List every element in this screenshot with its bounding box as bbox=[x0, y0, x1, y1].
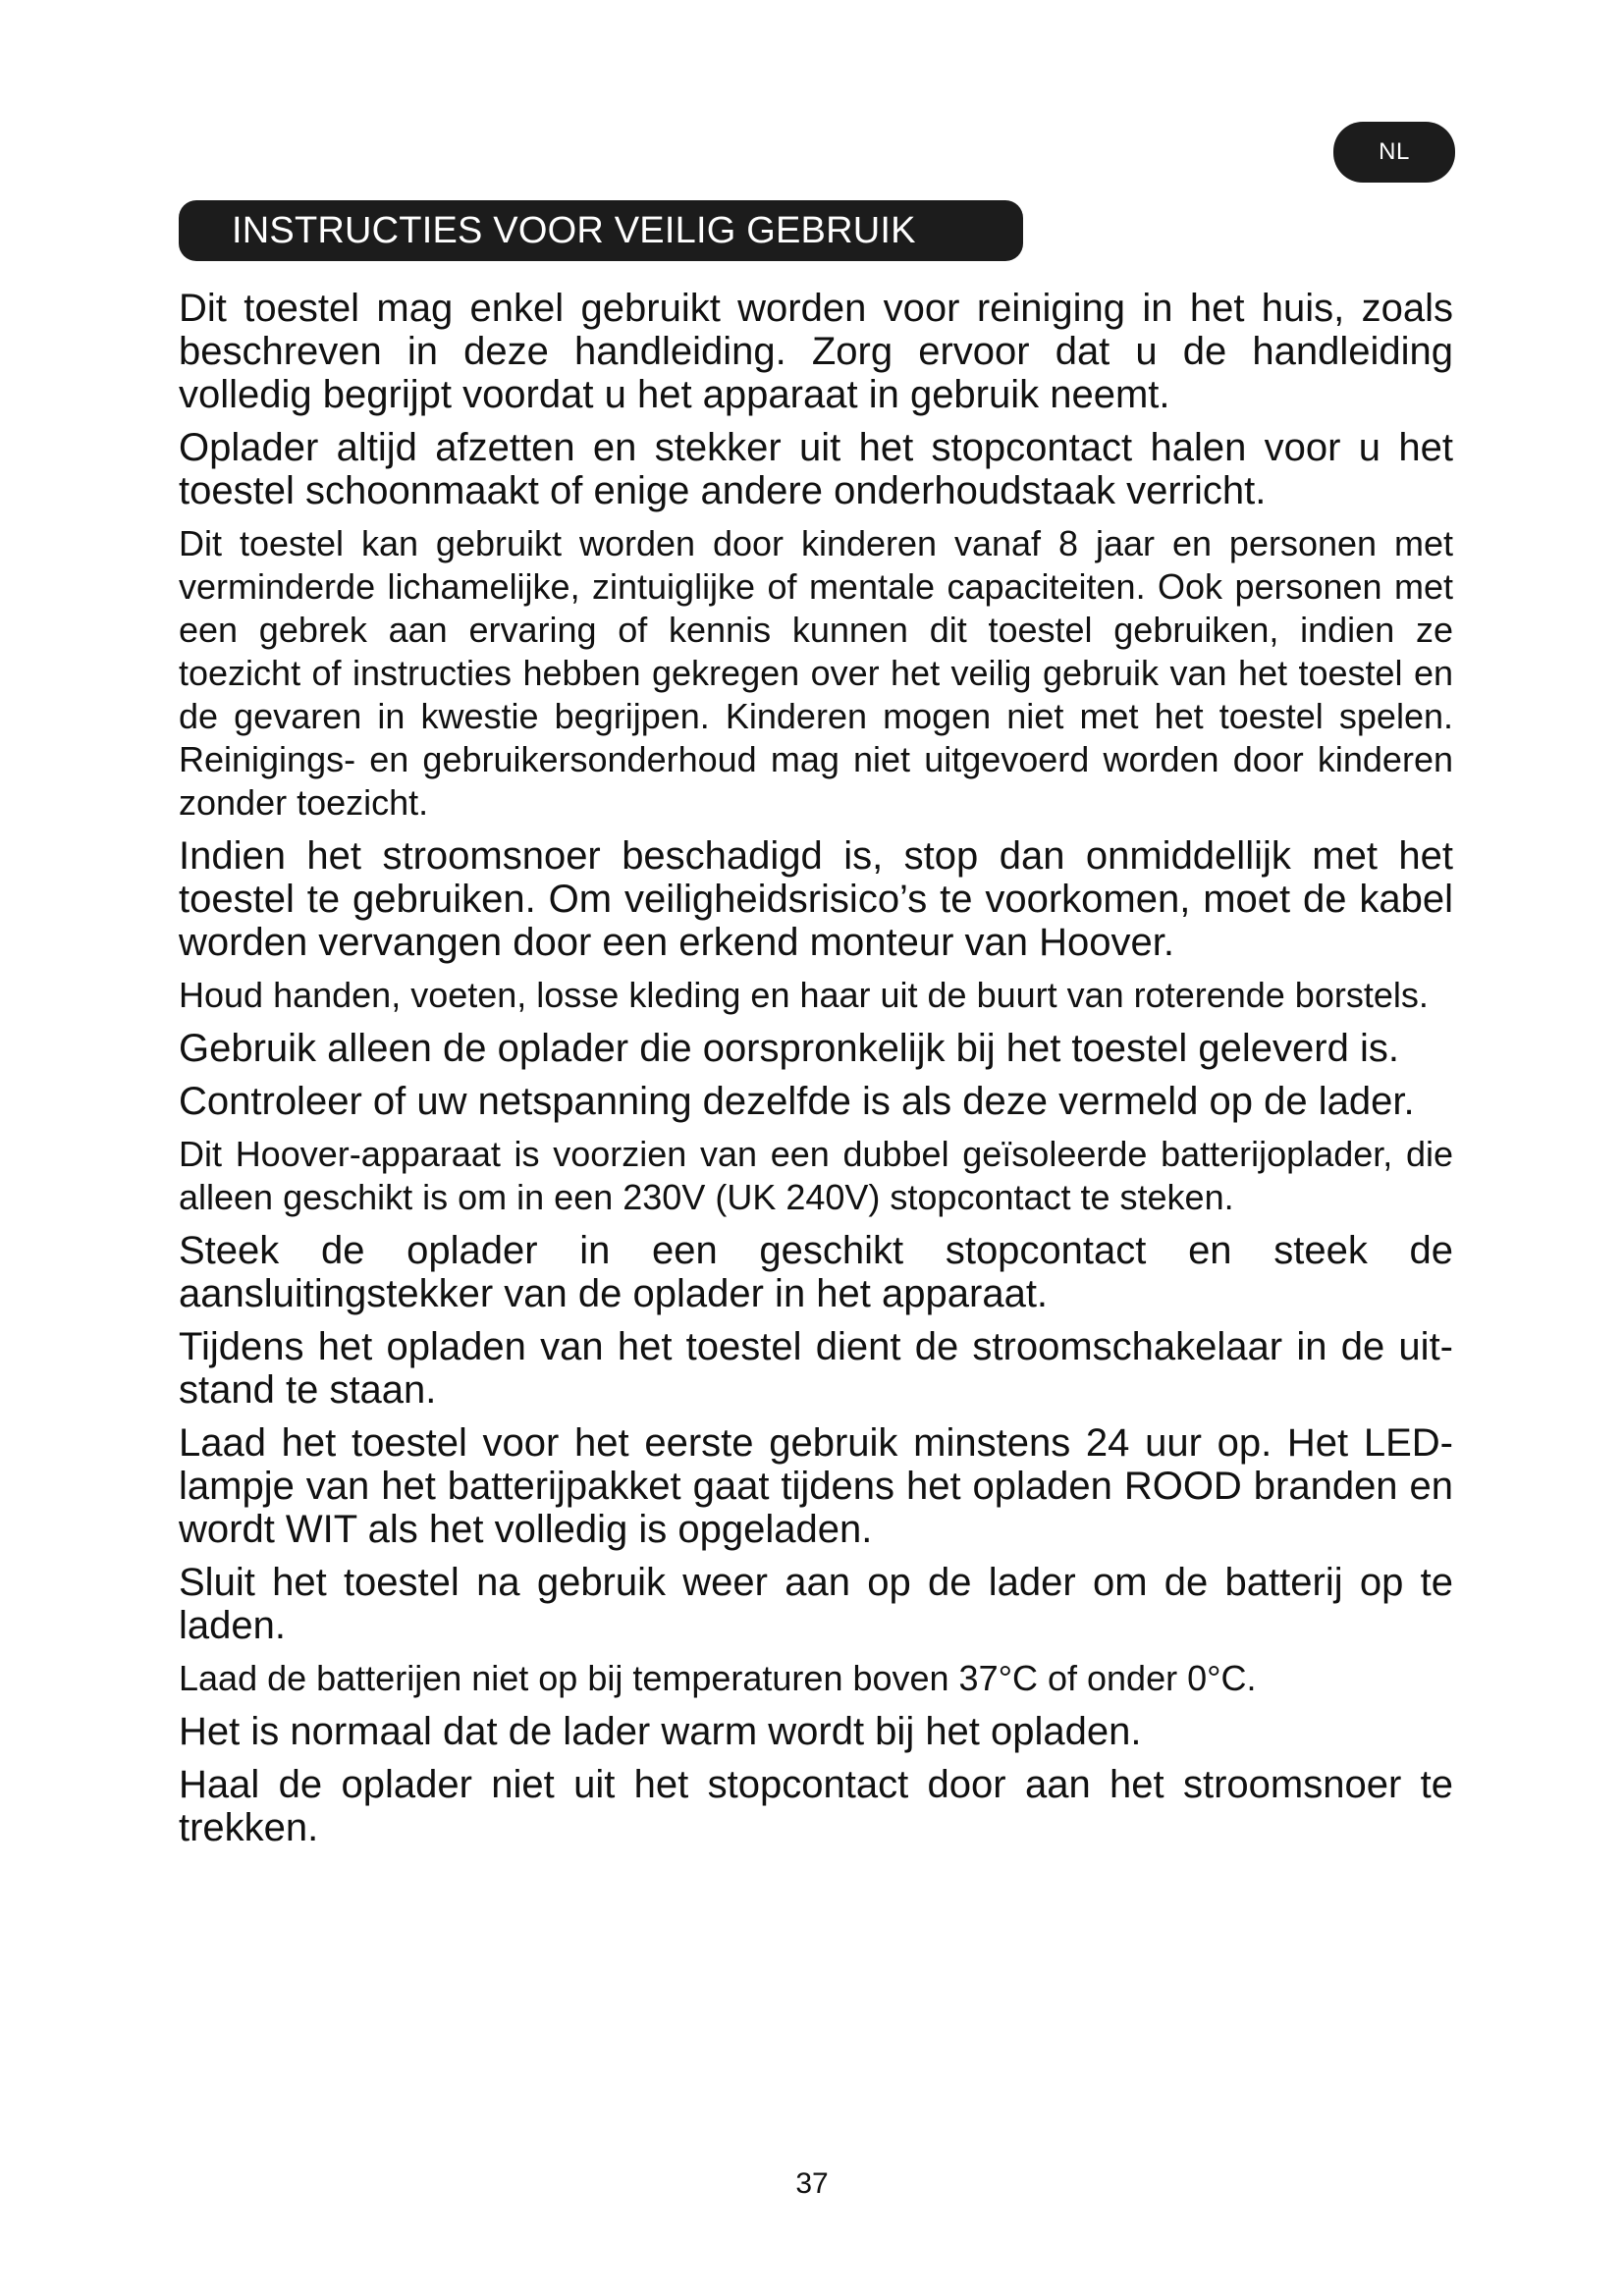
section-title: INSTRUCTIES VOOR VEILIG GEBRUIK bbox=[179, 200, 1023, 261]
paragraph-original-charger: Gebruik alleen de oplader die oorspronkelijk bij het toestel geleverd is. bbox=[179, 1027, 1399, 1070]
language-badge: NL bbox=[1333, 122, 1455, 183]
paragraph-children-and-capacities: Dit toestel kan gebruikt worden door kinderen vanaf 8 jaar en personen met verminderde lichamelijke, zintuiglijke of mentale capaciteiten. Ook personen met een gebrek aan ervaring of kennis kunnen dit toestel gebruiken, indien ze toezicht of instructies hebben gekregen over het veilig gebruik van het toestel en de gevaren in kwestie begrijpen. Kinderen mogen niet met het toestel spelen. Reinigings- en gebruikersonderhoud mag niet uitgevoerd worden door kinderen zonder toezicht. bbox=[179, 523, 1453, 823]
paragraph-switch-off-while-charging: Tijdens het opladen van het toestel dient de stroomschakelaar in de uit-stand te staan. bbox=[179, 1325, 1453, 1412]
paragraph-double-insulated-charger: Dit Hoover-apparaat is voorzien van een dubbel geïsoleerde batterijoplader, die alleen geschikt is om in een 230V (UK 240V) stopcontact te steken. bbox=[179, 1134, 1453, 1217]
paragraph-reconnect-after-use: Sluit het toestel na gebruik weer aan op de lader om de batterij op te laden. bbox=[179, 1561, 1453, 1647]
paragraph-rotating-brushes: Houd handen, voeten, losse kleding en haar uit de buurt van roterende borstels. bbox=[179, 975, 1429, 1015]
paragraph-intended-use: Dit toestel mag enkel gebruikt worden voor reiniging in het huis, zoals beschreven in deze handleiding. Zorg ervoor dat u de handleiding volledig begrijpt voordat u het apparaat in gebruik neemt. bbox=[179, 287, 1453, 416]
page-number: 37 bbox=[795, 2167, 829, 2200]
paragraph-damaged-cord: Indien het stroomsnoer beschadigd is, stop dan onmiddellijk met het toestel te gebruiken. Om veiligheidsrisico’s te voorkomen, moet de kabel worden vervangen door een erkend monteur van Hoover. bbox=[179, 834, 1453, 964]
paragraph-unplug-before-cleaning: Oplader altijd afzetten en stekker uit het stopcontact halen voor u het toestel schoonmaakt of enige andere onderhoudstaak verricht. bbox=[179, 426, 1453, 512]
paragraph-first-charge: Laad het toestel voor het eerste gebruik minstens 24 uur op. Het LED-lampje van het batterijpakket gaat tijdens het opladen ROOD branden en wordt WIT als het volledig is opgeladen. bbox=[179, 1421, 1453, 1551]
paragraph-temperature-limits: Laad de batterijen niet op bij temperaturen boven 37°C of onder 0°C. bbox=[179, 1658, 1257, 1698]
paragraph-mains-voltage: Controleer of uw netspanning dezelfde is als deze vermeld op de lader. bbox=[179, 1080, 1415, 1123]
instructions-body bbox=[179, 287, 1453, 1859]
paragraph-charger-warm: Het is normaal dat de lader warm wordt bij het opladen. bbox=[179, 1710, 1142, 1753]
paragraph-plug-in-charger: Steek de oplader in een geschikt stopcontact en steek de aansluitingstekker van de oplader in het apparaat. bbox=[179, 1229, 1453, 1315]
paragraph-do-not-pull-cord: Haal de oplader niet uit het stopcontact door aan het stroomsnoer te trekken. bbox=[179, 1763, 1453, 1849]
